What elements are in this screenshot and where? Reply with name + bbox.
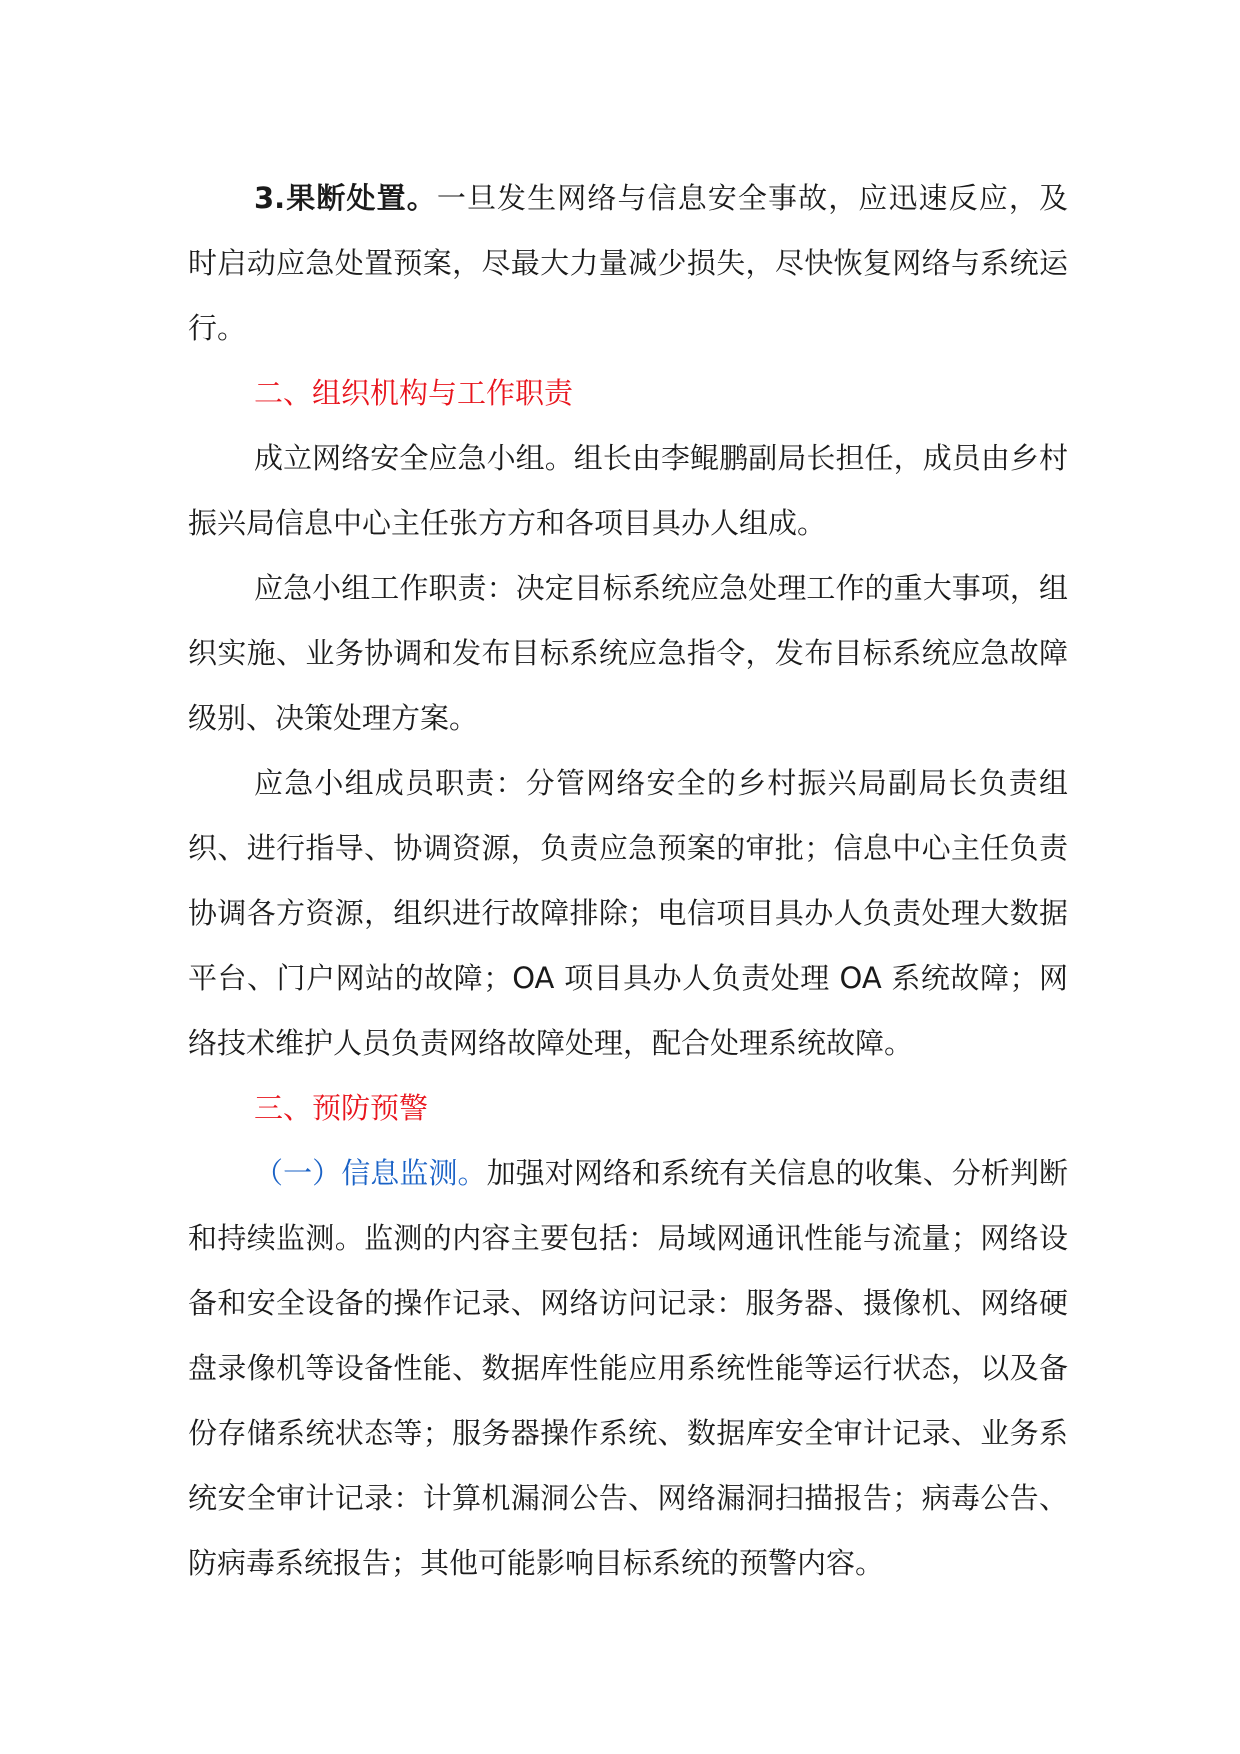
section-3-heading: 3.果断处置。 — [254, 181, 437, 215]
section-heading-prevention: 三、预防预警 — [254, 1091, 429, 1125]
section-3-text: 一旦发生网络与信息安全事故，应迅速反应，及时启动应急处置预案，尽最大力量减少损失，尽快恢复网络与系统运行。 — [188, 181, 1068, 345]
monitoring-text: 加强对网络和系统有关信息的收集、分析判断和持续监测。监测的内容主要包括：局域网通讯性能与流量；网络设备和安全设备的操作记录、网络访问记录：服务器、摄像机、网络硬盘录像机等设备性能、数据库性能应用系统性能等运行状态，以及备份存储系统状态等；服务器操作系统、数据库安全审计记录、业务系统安全审计记录：计算机漏洞公告、网络漏洞扫描报告；病毒公告、防病毒系统报告；其他可能影响目标系统的预警内容。 — [188, 1156, 1068, 1580]
paragraph-team-setup: 成立网络安全应急小组。组长由李鲲鹏副局长担任，成员由乡村振兴局信息中心主任张方方和各项目具办人组成。 — [188, 441, 1068, 540]
document-body — [188, 166, 1068, 1596]
paragraph-member-duties: 应急小组成员职责：分管网络安全的乡村振兴局副局长负责组织、进行指导、协调资源，负责应急预案的审批；信息中心主任负责协调各方资源，组织进行故障排除；电信项目具办人负责处理大数据平台、门户网站的故障；OA 项目具办人负责处理 OA 系统故障；网络技术维护人员负责网络故障处理，配合处理系统故障。 — [188, 766, 1068, 1060]
section-heading-organization: 二、组织机构与工作职责 — [254, 376, 574, 410]
subsection-heading-monitoring: （一）信息监测。 — [254, 1156, 487, 1190]
paragraph-info-monitoring — [188, 1141, 1068, 1596]
paragraph-team-duties: 应急小组工作职责：决定目标系统应急处理工作的重大事项，组织实施、业务协调和发布目标系统应急指令，发布目标系统应急故障级别、决策处理方案。 — [188, 571, 1068, 735]
paragraph-decisive-action — [188, 166, 1068, 361]
